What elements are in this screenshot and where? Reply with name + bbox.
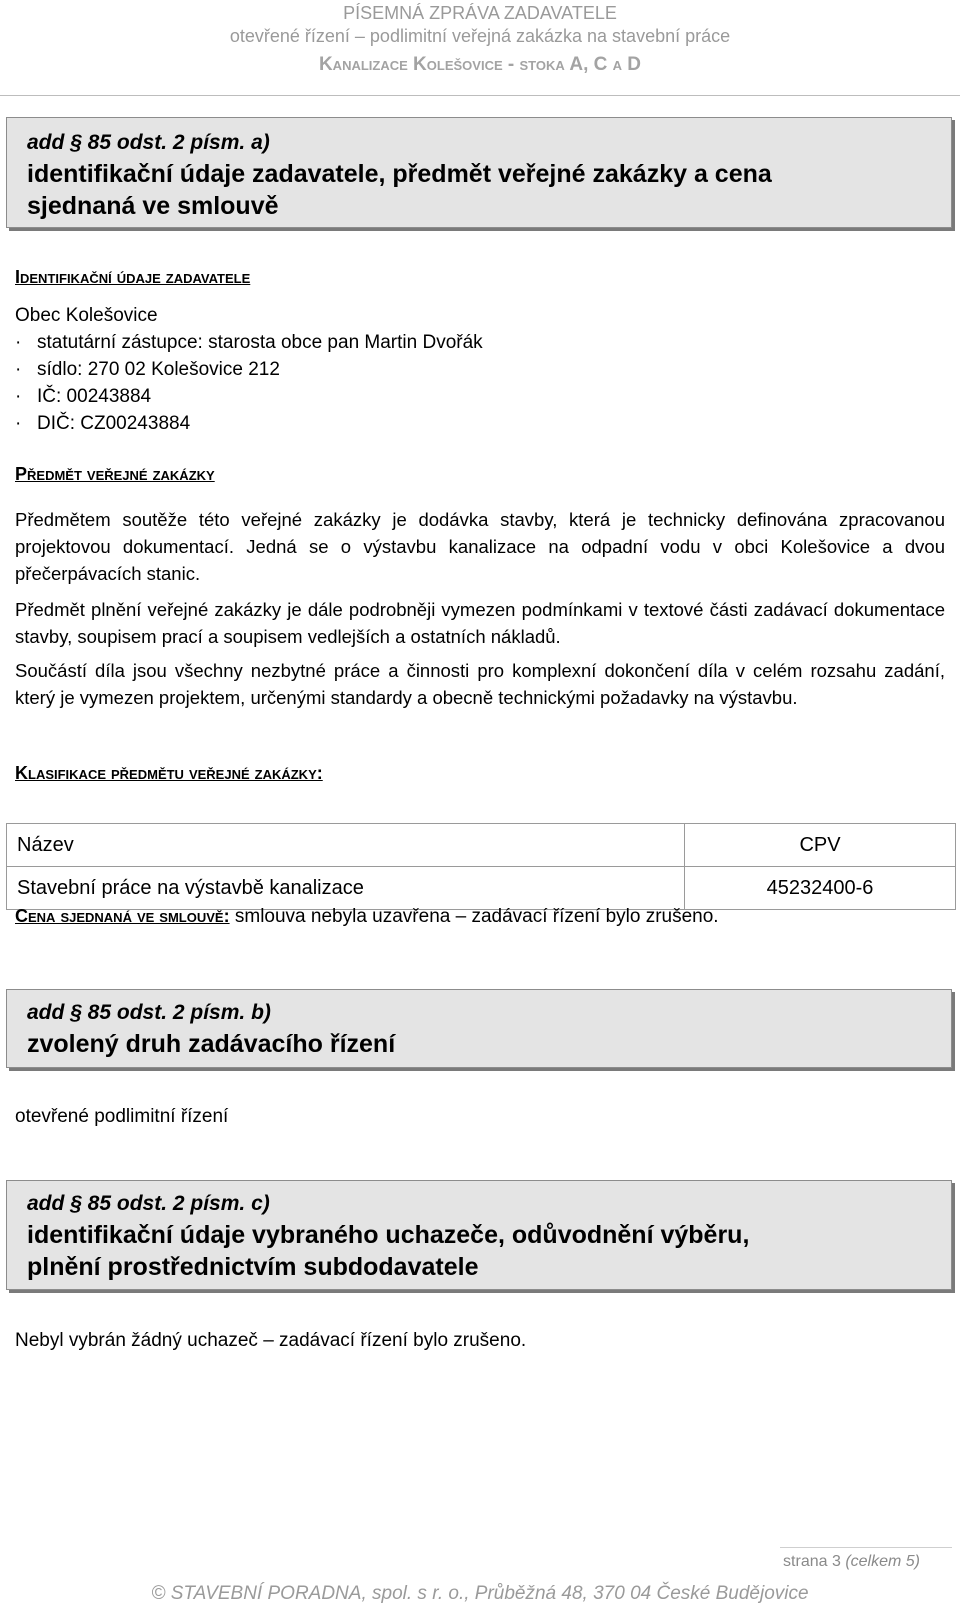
section-b-box bbox=[6, 989, 952, 1068]
header-divider bbox=[0, 95, 960, 96]
section-a-box bbox=[6, 117, 952, 228]
section-b-text: otevřené podlimitní řízení bbox=[15, 1106, 229, 1127]
zadavatel-name: Obec Kolešovice bbox=[15, 305, 158, 326]
col-cpv-header: CPV bbox=[685, 824, 956, 867]
header-project-name: Kanalizace Kolešovice - stoka A, C a D bbox=[318, 54, 642, 75]
predmet-heading: Předmět veřejné zakázky bbox=[15, 464, 215, 484]
table-header-row bbox=[7, 824, 956, 867]
section-c-box bbox=[6, 1180, 952, 1290]
zadavatel-item: · IČ: 00243884 bbox=[15, 386, 152, 407]
section-c-title-line1: identifikační údaje vybraného uchazeče, odůvodnění výběru, bbox=[27, 1221, 750, 1249]
predmet-paragraph-3: Součástí díla jsou všechny nezbytné práce a činnosti pro komplexní dokončení díla v celém rozsahu zadání, který je vymezen projektem, určenými standardy a obecně technickými požadavky na výstavbu. bbox=[15, 660, 945, 708]
header-doc-type: PÍSEMNÁ ZPRÁVA ZADAVATELE bbox=[343, 3, 617, 23]
cena-heading: Cena sjednaná ve smlouvě: bbox=[15, 906, 230, 926]
zadavatel-heading: Identifikační údaje zadavatele bbox=[15, 267, 251, 287]
klasifikace-table bbox=[6, 823, 956, 910]
section-c-text: Nebyl vybrán žádný uchazeč – zadávací řízení bylo zrušeno. bbox=[15, 1330, 527, 1351]
footer-divider bbox=[780, 1547, 952, 1548]
section-a-reference: add § 85 odst. 2 písm. a) bbox=[27, 131, 270, 154]
col-name-header: Název bbox=[7, 824, 685, 867]
section-c-reference: add § 85 odst. 2 písm. c) bbox=[27, 1192, 270, 1215]
cena-text: smlouva nebyla uzavřena – zadávací řízení bylo zrušeno. bbox=[229, 906, 719, 927]
zadavatel-item: · sídlo: 270 02 Kolešovice 212 bbox=[15, 359, 280, 380]
predmet-paragraph-1: Předmětem soutěže této veřejné zakázky je dodávka stavby, která je technicky definována zpracovanou projektovou dokumentací. Jedná se o výstavbu kanalizace na odpadní vodu v obci Kolešovice a dvou přečerpávacích stanic. bbox=[15, 509, 945, 584]
section-c-title-line2: plnění prostřednictvím subdodavatele bbox=[27, 1253, 479, 1281]
zadavatel-item: · DIČ: CZ00243884 bbox=[15, 413, 191, 434]
footer-company: © STAVEBNÍ PORADNA, spol. s r. o., Průběžná 48, 370 04 České Budějovice bbox=[151, 1583, 809, 1604]
cena-line bbox=[15, 903, 719, 930]
section-b-reference: add § 85 odst. 2 písm. b) bbox=[27, 1001, 271, 1024]
row-name-cell: Stavební práce na výstavbě kanalizace bbox=[7, 867, 685, 910]
section-b-title: zvolený druh zadávacího řízení bbox=[27, 1030, 396, 1058]
page-number: strana 3 (celkem 5) bbox=[783, 1553, 920, 1570]
section-a-title-line1: identifikační údaje zadavatele, předmět veřejné zakázky a cena bbox=[27, 160, 772, 188]
zadavatel-item: · statutární zástupce: starosta obce pan Martin Dvořák bbox=[15, 332, 483, 353]
section-a-title-line2: sjednaná ve smlouvě bbox=[27, 192, 279, 220]
row-cpv-cell: 45232400-6 bbox=[685, 867, 956, 910]
header-procedure: otevřené řízení – podlimitní veřejná zakázka na stavební práce bbox=[229, 26, 731, 46]
klasifikace-heading: Klasifikace předmětu veřejné zakázky: bbox=[15, 763, 323, 783]
predmet-paragraph-2: Předmět plnění veřejné zakázky je dále podrobněji vymezen podmínkami v textové části zadávací dokumentace stavby, soupisem prací a soupisem vedlejších a ostatních nákladů. bbox=[15, 599, 945, 647]
